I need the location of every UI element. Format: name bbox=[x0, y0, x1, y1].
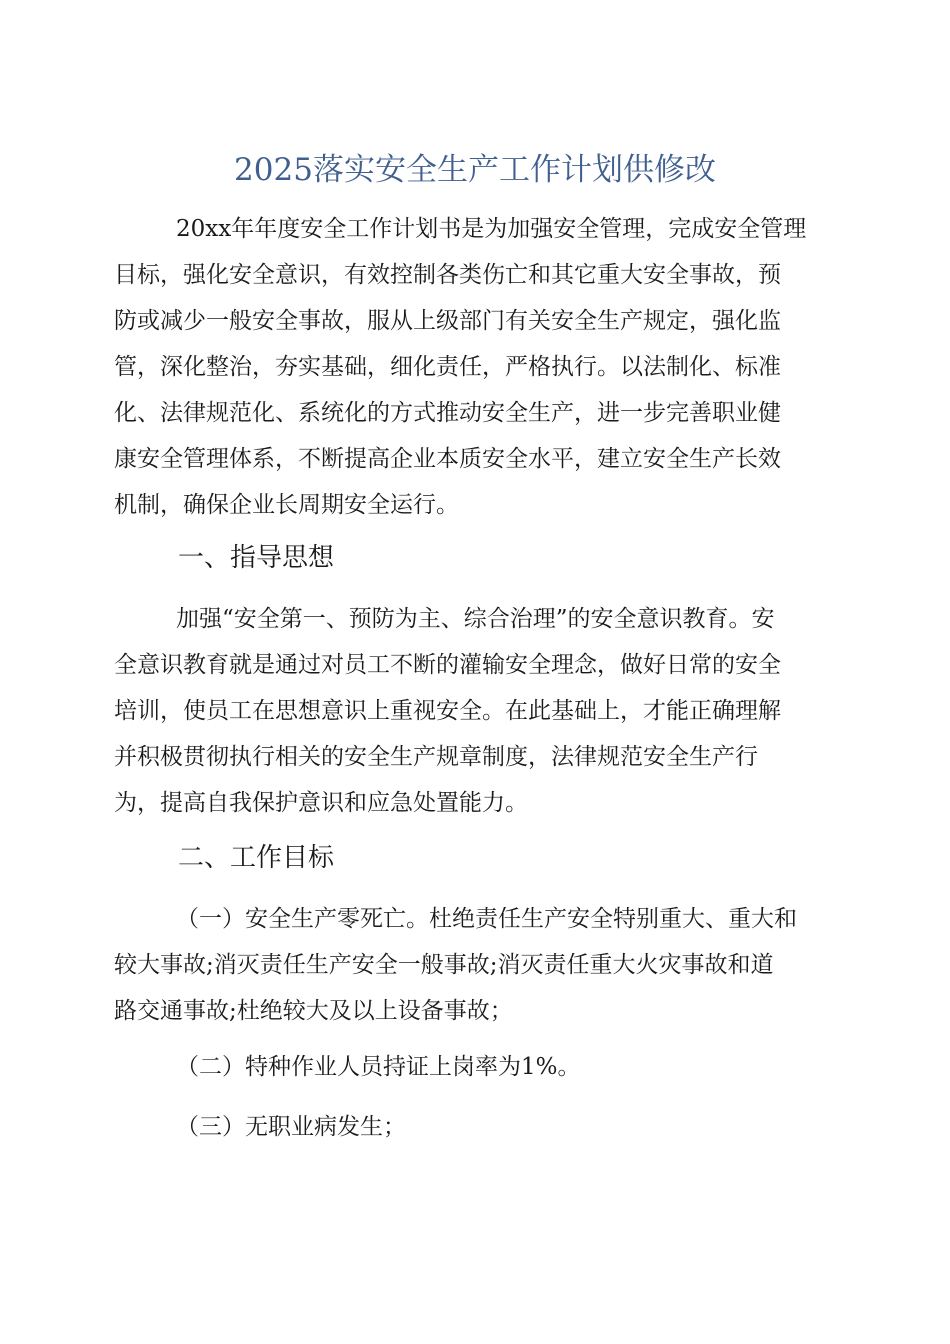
intro-line: 化、法律规范化、系统化的方式推动安全生产，进一步完善职业健 bbox=[114, 400, 781, 426]
section-heading-guiding-ideology: 一、指导思想 bbox=[178, 543, 335, 573]
paragraph-line: 并积极贯彻执行相关的安全生产规章制度，法律规范安全生产行 bbox=[114, 744, 758, 770]
guiding-ideology-paragraph bbox=[114, 596, 860, 826]
intro-line: 20xx年年度安全工作计划书是为加强安全管理，完成安全管理 bbox=[176, 216, 807, 242]
goal-line: （一）安全生产零死亡。杜绝责任生产安全特别重大、重大和 bbox=[176, 906, 797, 932]
intro-line: 目标，强化安全意识，有效控制各类伤亡和其它重大安全事故，预 bbox=[114, 262, 781, 288]
intro-line: 防或减少一般安全事故，服从上级部门有关安全生产规定，强化监 bbox=[114, 308, 781, 334]
intro-line: 康安全管理体系，不断提高企业本质安全水平，建立安全生产长效 bbox=[114, 446, 781, 472]
goal-line: 路交通事故;杜绝较大及以上设备事故； bbox=[114, 998, 513, 1024]
paragraph-line: 培训，使员工在思想意识上重视安全。在此基础上，才能正确理解 bbox=[114, 698, 781, 724]
paragraph-line: 加强“安全第一、预防为主、综合治理”的安全意识教育。安 bbox=[176, 606, 775, 632]
goal-item-2 bbox=[114, 1044, 860, 1090]
intro-line: 管，深化整治，夯实基础，细化责任，严格执行。以法制化、标准 bbox=[114, 354, 781, 380]
goal-line: 较大事故;消灭责任生产安全一般事故;消灭责任重大火灾事故和道 bbox=[114, 952, 774, 978]
goal-line: （三）无职业病发生； bbox=[176, 1114, 406, 1140]
document-title: 2025落实安全生产工作计划供修改 bbox=[234, 152, 716, 188]
section-heading-work-goals: 二、工作目标 bbox=[178, 843, 335, 873]
goal-item-3 bbox=[114, 1104, 860, 1150]
paragraph-line: 为，提高自我保护意识和应急处置能力。 bbox=[114, 790, 528, 816]
intro-line: 机制，确保企业长周期安全运行。 bbox=[114, 492, 459, 518]
paragraph-line: 全意识教育就是通过对员工不断的灌输安全理念，做好日常的安全 bbox=[114, 652, 781, 678]
intro-paragraph bbox=[114, 206, 860, 528]
goal-line: （二）特种作业人员持证上岗率为1%。 bbox=[176, 1054, 581, 1080]
goal-item-1 bbox=[114, 896, 860, 1034]
